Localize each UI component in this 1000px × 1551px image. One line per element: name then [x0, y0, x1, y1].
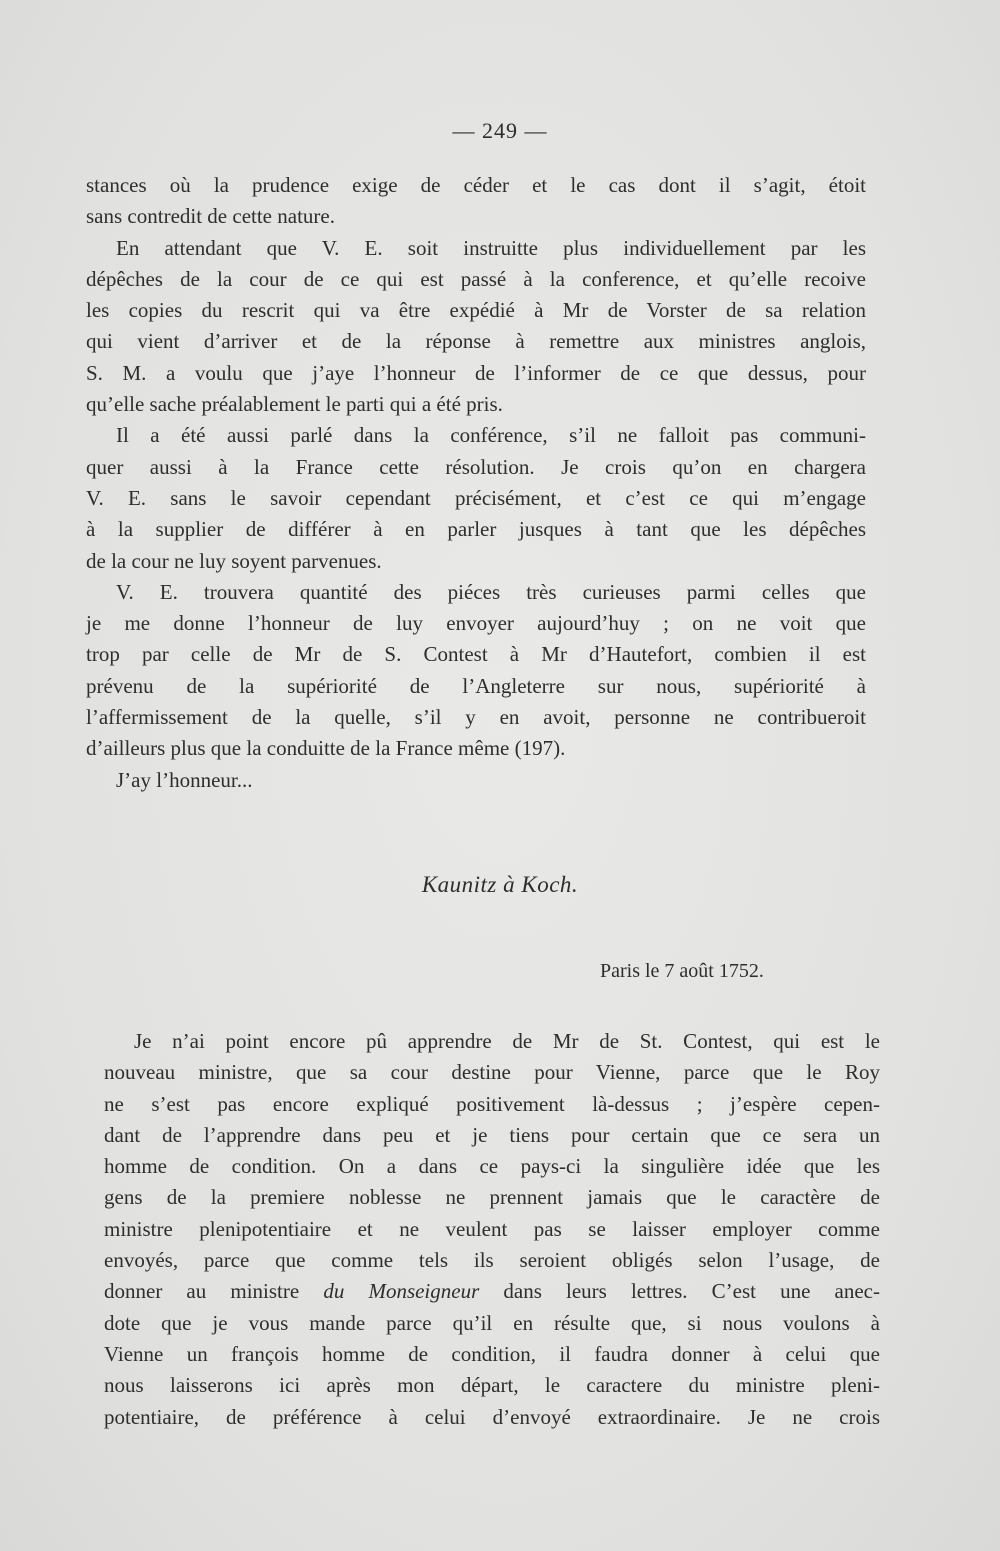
text-line: ministre plenipotentiaire et ne veulent pas se laisser employer comme: [104, 1216, 880, 1241]
italic-phrase: du Monseigneur: [323, 1279, 480, 1304]
text-line: je me donne l’honneur de luy envoyer aujourd’huy ; on ne voit que: [86, 611, 866, 636]
page-number: — 249 —: [452, 118, 548, 143]
text-line: qu’elle sache préalablement le parti qui a été pris.: [86, 392, 503, 417]
text-line: qui vient d’arriver et de la réponse à remettre aux ministres anglois,: [86, 329, 866, 354]
text-line: J’ay l’honneur...: [116, 767, 253, 792]
text-line: à la supplier de différer à en parler jusques à tant que les dépêches: [86, 517, 866, 542]
text-line: potentiaire, de préférence à celui d’envoyé extraordinaire. Je ne crois: [104, 1404, 880, 1429]
text-line: dépêches de la cour de ce qui est passé à la conference, et qu’elle recoive: [86, 266, 866, 291]
text-line: V. E. sans le savoir cependant précisément, et c’est ce qui m’engage: [86, 485, 866, 510]
text-line: envoyés, parce que comme tels ils seroient obligés selon l’usage, de: [104, 1248, 880, 1273]
letter-1-body: [86, 170, 866, 796]
text-line: ne s’est pas encore expliqué positivement là-dessus ; j’espère cepen-: [104, 1091, 880, 1116]
text-line: Je n’ai point encore pû apprendre de Mr de St. Contest, qui est le: [134, 1029, 880, 1053]
text-line: trop par celle de Mr de S. Contest à Mr d’Hautefort, combien il est: [86, 642, 866, 667]
letter-heading: Kaunitz à Koch.: [421, 872, 579, 897]
text-line: Vienne un françois homme de condition, il faudra donner à celui que: [104, 1341, 880, 1366]
text-line: En attendant que V. E. soit instruitte plus individuellement par les: [116, 235, 866, 260]
dateline: Paris le 7 août 1752.: [600, 960, 764, 982]
text-line: stances où la prudence exige de céder et le cas dont il s’agit, étoit: [86, 173, 866, 197]
text-line: Il a été aussi parlé dans la conférence, s’il ne falloit pas communi-: [116, 423, 866, 448]
text-line: nouveau ministre, que sa cour destine pour Vienne, parce que le Roy: [104, 1060, 880, 1085]
letter-2-body: [104, 1026, 880, 1433]
text-line: S. M. a voulu que j’aye l’honneur de l’informer de ce que dessus, pour: [86, 360, 866, 385]
text-line: quer aussi à la France cette résolution. Je crois qu’on en chargera: [86, 454, 866, 479]
text-line: nous laisserons ici après mon départ, le caractere du ministre pleni-: [104, 1373, 880, 1398]
text-line: V. E. trouvera quantité des piéces très curieuses parmi celles que: [116, 579, 866, 604]
text-line: les copies du rescrit qui va être expédié à Mr de Vorster de sa relation: [86, 298, 866, 323]
text-line: dant de l’apprendre dans peu et je tiens pour certain que ce sera un: [104, 1122, 880, 1147]
text-line: gens de la premiere noblesse ne prennent jamais que le caractère de: [104, 1185, 880, 1210]
text-line: sans contredit de cette nature.: [86, 204, 335, 229]
text-line: l’affermissement de la quelle, s’il y en avoit, personne ne contribueroit: [86, 705, 866, 730]
text-line: de la cour ne luy soyent parvenues.: [86, 548, 382, 573]
text-line: d’ailleurs plus que la conduitte de la France même (197).: [86, 736, 566, 761]
text-line: homme de condition. On a dans ce pays-ci la singulière idée que les: [104, 1154, 880, 1179]
text-line: donner au ministre du Monseigneur dans leurs lettres. C’est une anec-: [104, 1279, 880, 1304]
text-line: dote que je vous mande parce qu’il en résulte que, si nous voulons à: [104, 1310, 880, 1335]
text-line: prévenu de la supériorité de l’Angleterre sur nous, supériorité à: [86, 673, 866, 698]
